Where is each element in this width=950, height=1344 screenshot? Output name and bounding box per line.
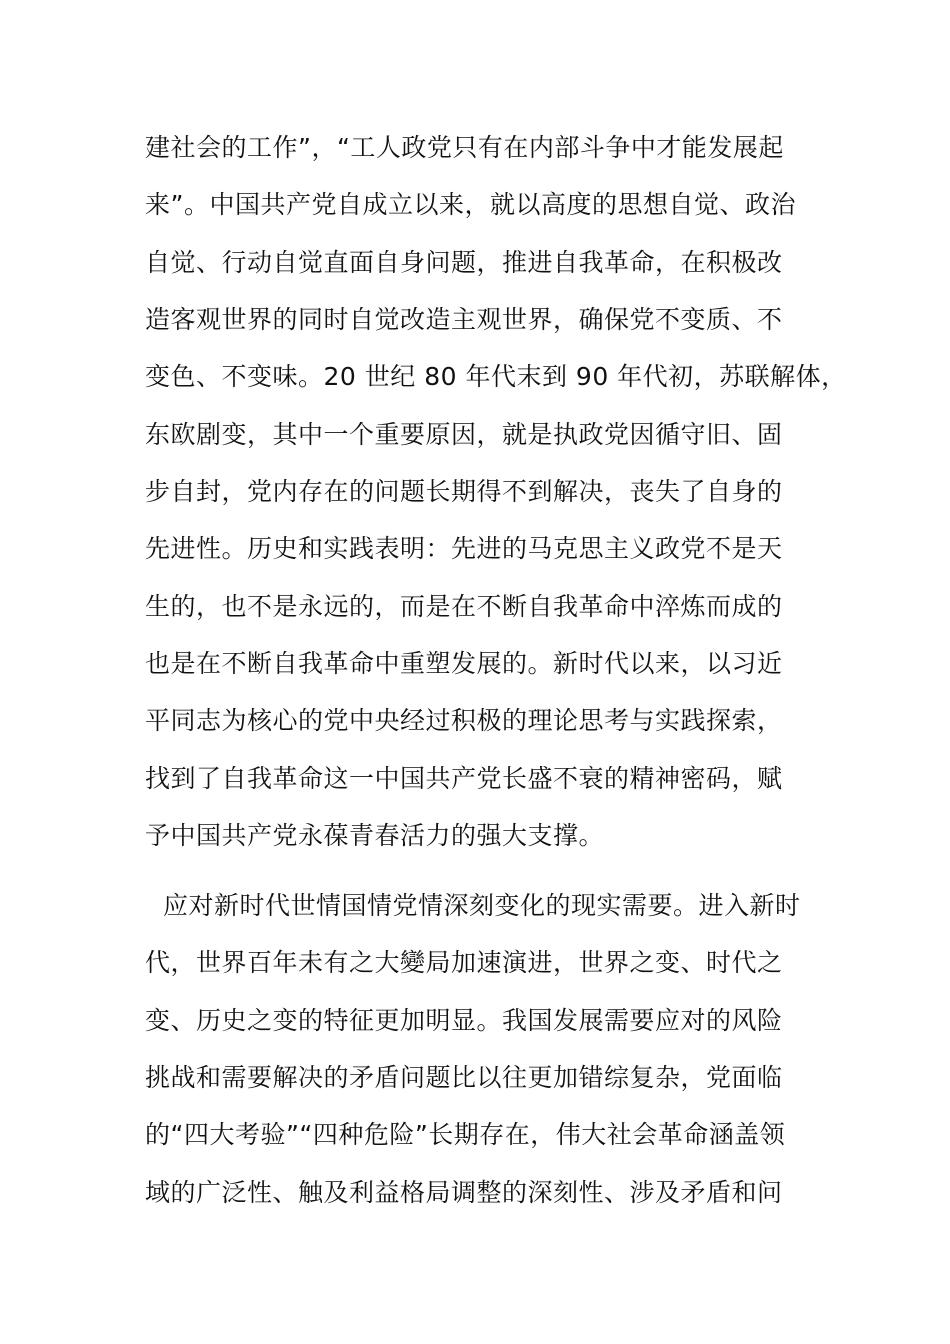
text-line: 域的广泛性、触及利益格局调整的深刻性、涉及矛盾和问 [145,1178,783,1207]
text-line: 代，世界百年未有之大變局加速演进，世界之变、时代之 [145,948,783,977]
text-line: 变、历史之变的特征更加明显。我国发展需要应对的风险 [145,1006,783,1035]
text-line: 先进性。历史和实践表明：先进的马克思主义政党不是天 [145,534,783,563]
text-line: 也是在不断自我革命中重塑发展的。新时代以来，以习近 [145,649,783,678]
text-line: 应对新时代世情国情党情深刻变化的现实需要。进入新时 [163,891,801,920]
text-line: 生的，也不是永远的，而是在不断自我革命中淬炼而成的 [145,592,783,621]
text-line: 自觉、行动自觉直面自身问题，推进自我革命，在积极改 [145,248,783,277]
text-line: 挑战和需要解决的矛盾问题比以往更加错综复杂，党面临 [145,1063,783,1092]
text-line: 的“四大考验”“四种危险”长期存在，伟大社会革命涵盖领 [145,1120,786,1149]
text-line: 东欧剧变，其中一个重要原因，就是执政党因循守旧、固 [145,420,783,449]
text-line: 来”。中国共产党自成立以来，就以高度的思想自觉、政治 [145,190,796,219]
text-line: 予中国共产党永葆青春活力的强大支撑。 [145,821,605,850]
text-line: 找到了自我革命这一中国共产党长盛不衰的精神密码，赋 [145,764,783,793]
text-line: 平同志为核心的党中央经过积极的理论思考与实践探索， [145,706,783,735]
text-line: 步自封，党内存在的问题长期得不到解决，丧失了自身的 [145,477,783,506]
text-line: 建社会的工作”，“工人政党只有在内部斗争中才能发展起 [145,133,784,162]
text-line: 造客观世界的同时自觉改造主观世界，确保党不变质、不 [145,305,783,334]
text-line: 变色、不变味。20 世纪 80 年代末到 90 年代初，苏联解体， [145,362,847,391]
